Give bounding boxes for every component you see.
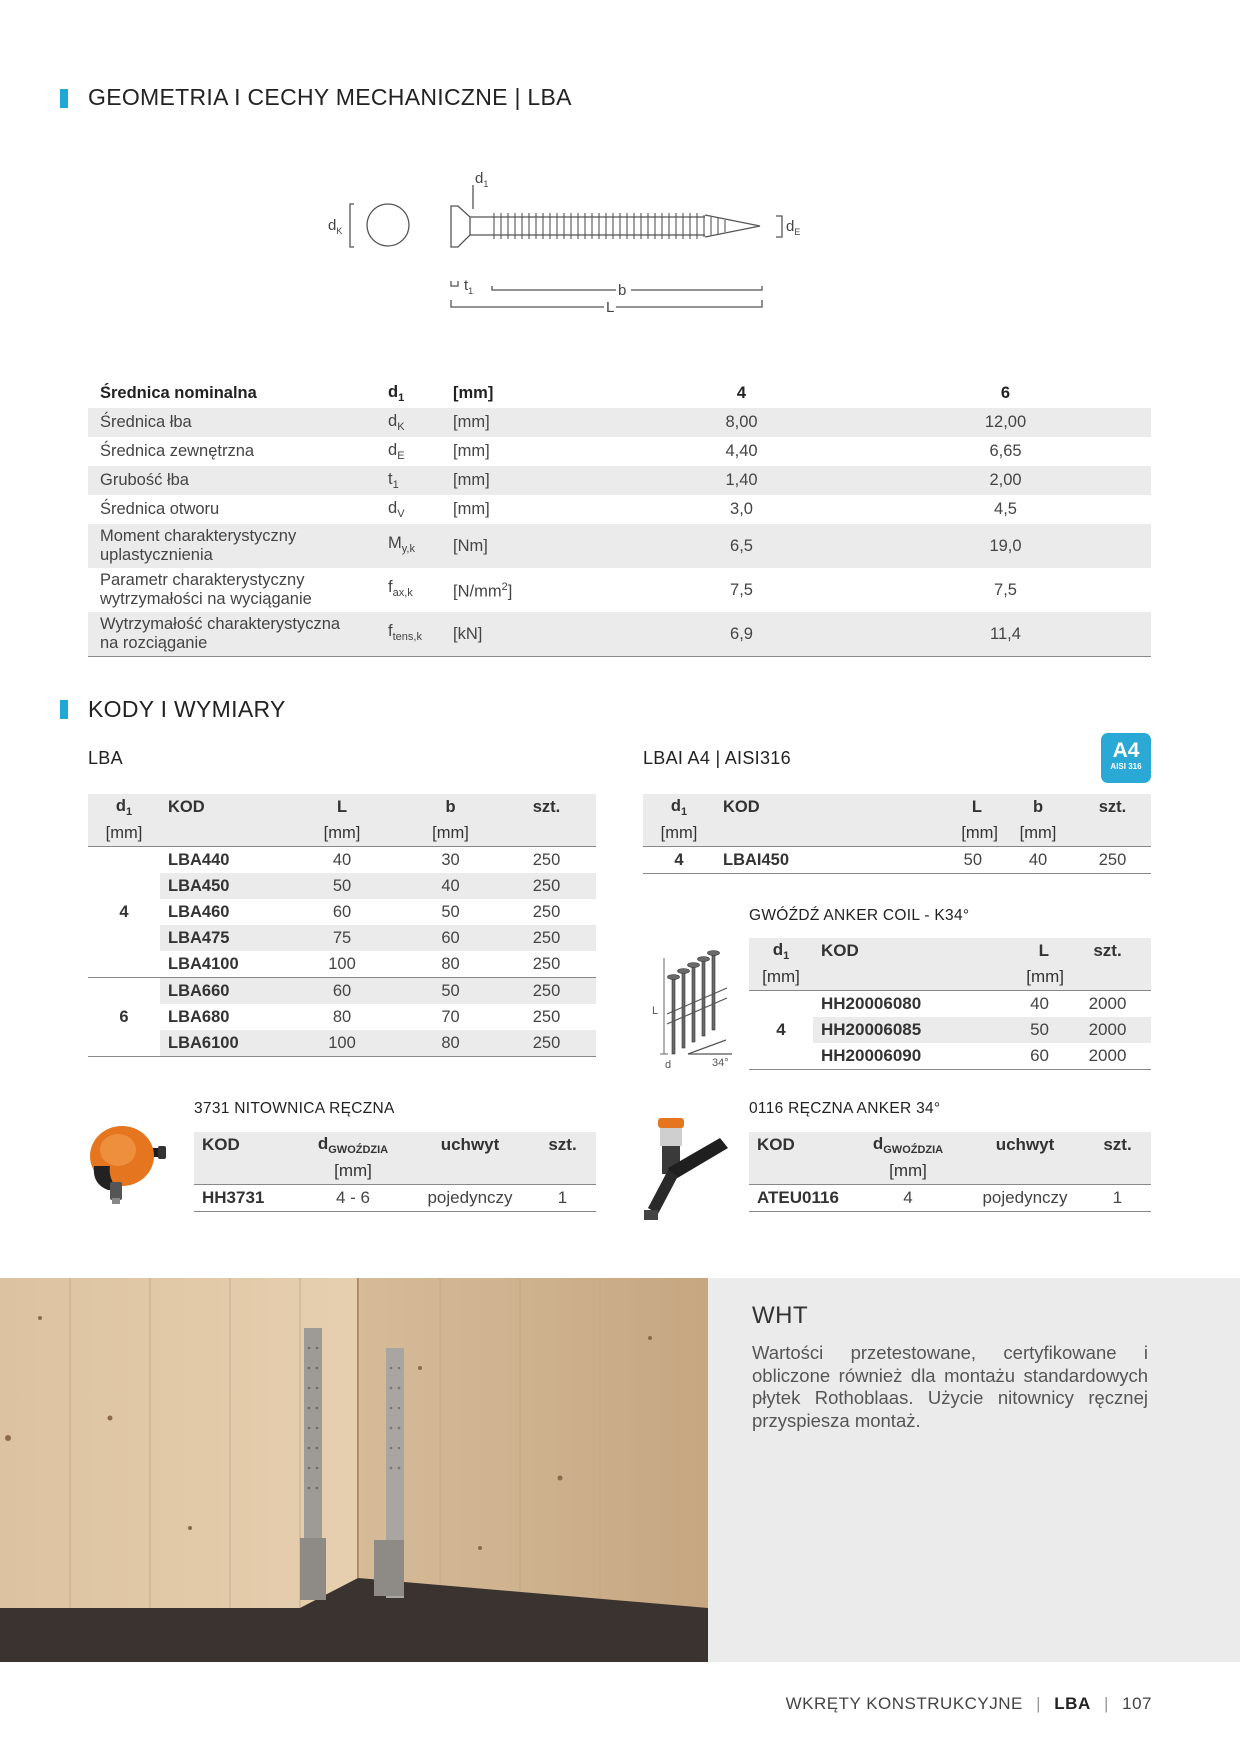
section-marker <box>60 700 68 719</box>
page-footer <box>786 1694 1152 1714</box>
table-row: LBA450 50 40 250 <box>88 873 596 899</box>
table-row: 6 LBA660 60 50 250 <box>88 978 596 1005</box>
header-unit: [mm] <box>453 383 494 402</box>
table-row: LBA6100 100 80 250 <box>88 1030 596 1057</box>
header-d4: 4 <box>736 383 747 402</box>
table-row: Parametr charakterystyczny wytrzymałości na wyciąganie $f_{ax,k}$ $[N/mm^2]$ 7,5 7,5 <box>100 571 1017 608</box>
table-row: LBA4100 100 80 250 <box>88 951 596 978</box>
svg-text:d: d <box>665 1059 672 1071</box>
footer-divider: | <box>1036 1694 1042 1713</box>
table-row: ATEU0116 4 pojedynczy 1 <box>749 1185 1151 1212</box>
table-row: Wytrzymałość charakterystyczna na rozciąganie $f_{tens,k}$ [kN] 6,9 11,4 <box>88 612 1151 657</box>
coil-nailer-image <box>638 1108 738 1228</box>
table-header-row: $d_1$ KOD L b szt. <box>88 794 596 820</box>
svg-text:L: L <box>606 299 615 316</box>
table-header-row: $d_1$ KOD L b szt. <box>643 794 1151 820</box>
table-row: LBA475 75 60 250 <box>88 925 596 951</box>
anker-table <box>749 1132 1151 1212</box>
nitownica-table <box>194 1132 596 1212</box>
wht-description: Wartości przetestowane, certyfikowane i obliczone również dla montażu standardowych płytek Rothoblaas. Użycie nitownicy ręcznej przyspiesza montaż. <box>752 1342 1148 1431</box>
table-row: HH3731 4 - 6 pojedynczy 1 <box>194 1185 596 1212</box>
footer-product: LBA <box>1054 1694 1091 1713</box>
coil-codes-table <box>749 938 1151 1070</box>
coil-subtitle: GWÓŹDŹ ANKER COIL - K34° <box>749 907 970 924</box>
a4-aisi316-badge: A4 AISI 316 <box>1101 733 1151 783</box>
table-row: Średnica łba $d_K$ [mm] 8,00 12,00 <box>88 408 1151 437</box>
table-row: 4 LBAI450 50 40 250 <box>643 847 1151 874</box>
lbai-subtitle: LBAI A4 | AISI316 <box>643 748 791 768</box>
svg-text:d1: $d_1$ <box>475 170 489 189</box>
table-units-row: [mm] [mm] [mm] <box>643 820 1151 847</box>
section-marker <box>60 89 68 108</box>
svg-text:L: L <box>652 1005 659 1017</box>
table-row: 4 LBA440 40 30 250 <box>88 847 596 874</box>
palm-nailer-image <box>86 1118 178 1210</box>
table-units-row: [mm] <box>749 1158 1151 1185</box>
mechanical-properties-table <box>88 378 1151 657</box>
table-header-row: KOD $d_{GWOŹDZIA}$ uchwyt szt. <box>194 1132 596 1158</box>
table-header-row <box>88 378 1151 408</box>
header-symbol: $d_1$ <box>388 382 405 404</box>
svg-text:t1: $t_1$ <box>464 277 474 296</box>
table-row: LBA680 80 70 250 <box>168 1007 561 1026</box>
table-row: Moment charakterystyczny uplastycznienia $M_{y,k}$ [Nm] 6,5 19,0 <box>88 524 1151 568</box>
wht-title: WHT <box>752 1302 809 1329</box>
table-row: 4 HH20006080 40 2000 <box>749 991 1151 1018</box>
section-title-geometry: GEOMETRIA I CECHY MECHANICZNE | LBA <box>88 84 572 110</box>
svg-text:dK: $d_K$ <box>328 217 343 236</box>
wht-panel <box>708 1278 1240 1662</box>
table-row: HH20006085 50 2000 <box>749 1017 1151 1043</box>
table-row: LBA460 60 50 250 <box>168 902 561 921</box>
footer-page-number: 107 <box>1122 1694 1152 1713</box>
table-row: Grubość łba $t_1$ [mm] 1,40 2,00 <box>88 466 1151 495</box>
table-units-row: [mm] [mm] [mm] <box>88 820 596 847</box>
coil-nails-image <box>652 950 742 1072</box>
screw-diagram <box>320 165 840 325</box>
lba-codes-table <box>88 794 596 1057</box>
table-header-row: $d_1$ KOD L szt. <box>749 938 1151 964</box>
nitownica-subtitle: 3731 NITOWNICA RĘCZNA <box>194 1100 395 1117</box>
table-units-row: [mm] [mm] <box>749 964 1151 991</box>
header-label: Średnica nominalna <box>100 383 257 402</box>
table-row: HH20006090 60 2000 <box>749 1043 1151 1070</box>
table-units-row: [mm] <box>194 1158 596 1185</box>
table-row: Średnica otworu $d_V$ [mm] 3,0 4,5 <box>100 499 1017 520</box>
svg-text:dE: $d_E$ <box>786 218 801 237</box>
header-d6: 6 <box>1000 383 1011 402</box>
lbai-codes-table <box>643 794 1151 874</box>
section-title-codes: KODY I WYMIARY <box>88 696 286 722</box>
footer-section: WKRĘTY KONSTRUKCYJNE <box>785 1694 1023 1713</box>
svg-text:b: b <box>618 282 627 299</box>
table-header-row: KOD $d_{GWOŹDZIA}$ uchwyt szt. <box>749 1132 1151 1158</box>
table-row: Średnica zewnętrzna $d_E$ [mm] 4,40 6,65 <box>100 441 1022 462</box>
footer-divider: | <box>1103 1694 1109 1713</box>
anker-subtitle: 0116 RĘCZNA ANKER 34° <box>749 1100 941 1117</box>
lba-subtitle: LBA <box>88 748 123 768</box>
wood-wall-photo <box>0 1278 708 1662</box>
svg-text:34°: 34° <box>712 1057 729 1069</box>
